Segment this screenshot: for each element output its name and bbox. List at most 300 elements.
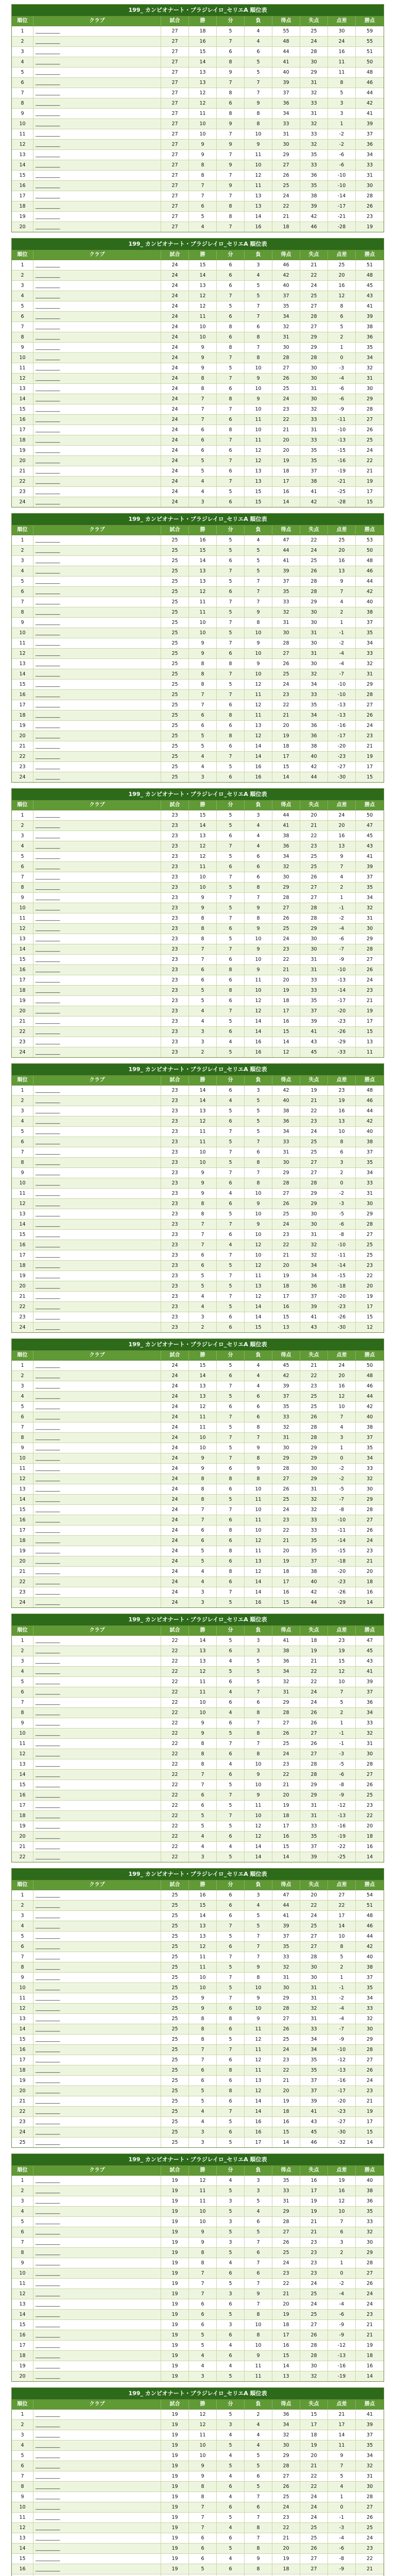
table-cell: 25 — [272, 669, 300, 679]
table-header-row — [12, 801, 384, 810]
table-cell: 37 — [272, 577, 300, 586]
table-cell: 10 — [328, 2207, 356, 2216]
table-cell: 23 — [12, 1037, 33, 1047]
table-cell: 3 — [217, 2320, 245, 2330]
table-cell: 23 — [12, 762, 33, 772]
table-cell: 9 — [189, 1718, 217, 1728]
table-cell: 15 — [12, 1230, 33, 1240]
table-cell: 5 — [12, 2451, 33, 2461]
table-cell: 8 — [189, 1474, 217, 1484]
table-cell: 26 — [272, 2024, 300, 2034]
club-name-cell: __________ — [33, 556, 161, 566]
table-cell: 4 — [217, 2176, 245, 2185]
table-cell: 34 — [300, 1271, 328, 1281]
table-row — [12, 2014, 384, 2024]
table-cell: 25 — [272, 2248, 300, 2258]
table-cell: 0 — [328, 2268, 356, 2278]
table-cell: 10 — [189, 1147, 217, 1157]
column-header: 試合 — [161, 2166, 189, 2175]
table-cell: 19 — [161, 2430, 189, 2440]
table-cell: 28 — [300, 1952, 328, 1962]
table-cell: 17 — [12, 425, 33, 435]
table-cell: 2 — [12, 546, 33, 555]
table-cell: 22 — [300, 535, 328, 545]
table-cell: 19 — [161, 2441, 189, 2450]
table-cell: 11 — [189, 1422, 217, 1432]
table-row — [12, 752, 384, 762]
column-header: 点差 — [328, 801, 356, 810]
table-cell: 6 — [217, 700, 245, 710]
table-cell: 7 — [245, 2533, 272, 2543]
table-row — [12, 821, 384, 831]
table-cell: 13 — [272, 2371, 300, 2381]
table-cell: 8 — [189, 2014, 217, 2024]
table-cell: 7 — [12, 2238, 33, 2247]
table-cell: 19 — [161, 2361, 189, 2371]
table-cell: 24 — [161, 301, 189, 311]
table-cell: 32 — [300, 88, 328, 98]
table-cell: 8 — [245, 2310, 272, 2319]
table-cell: 23 — [161, 1006, 189, 1016]
table-cell: 6 — [217, 1646, 245, 1656]
table-cell: 12 — [328, 291, 356, 301]
club-name-cell: __________ — [33, 2127, 161, 2137]
table-cell: 8 — [217, 201, 245, 211]
table-cell: 14 — [245, 1312, 272, 1322]
table-cell: 19 — [161, 2320, 189, 2330]
table-cell: 24 — [161, 1443, 189, 1453]
table-cell: 10 — [245, 669, 272, 679]
table-cell: 25 — [161, 1901, 189, 1910]
table-cell: 6 — [217, 924, 245, 934]
table-cell: 32 — [272, 2430, 300, 2440]
table-cell: 17 — [366, 764, 373, 770]
table-row — [12, 404, 384, 415]
table-cell: 30 — [366, 2240, 373, 2245]
table-cell: 5 — [245, 1116, 272, 1126]
table-cell: 23 — [161, 1168, 189, 1178]
table-cell: 19 — [161, 2502, 189, 2512]
table-cell: -15 — [328, 1546, 356, 1556]
table-cell: 24 — [161, 466, 189, 476]
table-cell: 2 — [328, 607, 356, 617]
table-cell: 6 — [217, 446, 245, 455]
table-cell: 39 — [300, 1302, 328, 1312]
table-cell: 25 — [300, 1137, 328, 1147]
standings-table — [11, 513, 384, 783]
table-cell: 23 — [12, 487, 33, 497]
table-cell: 15 — [189, 810, 217, 820]
table-cell: 7 — [217, 1587, 245, 1597]
club-name-cell: __________ — [33, 607, 161, 617]
table-cell: 4 — [217, 1656, 245, 1666]
table-row — [12, 741, 384, 752]
column-header: 点差 — [328, 16, 356, 26]
table-cell: -20 — [328, 1567, 356, 1577]
table-cell: 4 — [245, 1361, 272, 1370]
club-name-cell: __________ — [33, 1973, 161, 1982]
table-cell: 25 — [300, 1392, 328, 1401]
table-cell: 6 — [217, 996, 245, 1006]
table-cell: 34 — [366, 2453, 373, 2459]
table-cell: 7 — [245, 1687, 272, 1697]
table-header-row — [12, 16, 384, 26]
table-cell: 38 — [272, 1106, 300, 1116]
table-cell: 22 — [300, 1677, 328, 1687]
table-cell: 6 — [245, 1147, 272, 1157]
table-cell: 17 — [12, 975, 33, 985]
club-name-cell: __________ — [33, 1137, 161, 1147]
table-cell: 37 — [366, 1975, 373, 1980]
table-cell: 11 — [245, 150, 272, 160]
club-name-cell: __________ — [33, 1271, 161, 1281]
table-cell: 29 — [300, 1453, 328, 1463]
table-cell: 28 — [366, 1761, 373, 1767]
table-cell: 48 — [366, 1373, 373, 1379]
table-cell: 5 — [217, 2248, 245, 2258]
column-header: 勝点 — [365, 1352, 375, 1358]
table-cell: 3 — [12, 1106, 33, 1116]
table-cell: 7 — [12, 1147, 33, 1157]
table-cell: 9 — [245, 1199, 272, 1209]
table-cell: 8 — [217, 1526, 245, 1535]
club-name-cell: __________ — [33, 1770, 161, 1780]
club-name-cell: __________ — [33, 2471, 161, 2481]
table-cell: -3 — [328, 2523, 356, 2533]
table-cell: 23 — [300, 1381, 328, 1391]
table-cell: 2 — [328, 883, 356, 892]
table-cell: 24 — [161, 312, 189, 321]
table-cell: 25 — [161, 566, 189, 576]
table-cell: 33 — [366, 162, 373, 168]
table-cell: 6 — [217, 2533, 245, 2543]
table-cell: 20 — [300, 810, 328, 820]
table-row — [12, 1392, 384, 1402]
table-cell: 14 — [366, 1600, 373, 1605]
table-cell: 40 — [366, 2178, 373, 2183]
table-cell: 12 — [245, 456, 272, 466]
table-cell: 22 — [12, 1577, 33, 1587]
standings-table — [11, 2387, 384, 2576]
table-cell: 18 — [12, 710, 33, 720]
table-cell: 21 — [12, 741, 33, 751]
table-cell: 10 — [245, 1189, 272, 1198]
table-cell: 25 — [161, 2045, 189, 2055]
table-cell: 19 — [161, 2330, 189, 2340]
table-cell: 4 — [217, 2430, 245, 2440]
table-cell: 48 — [366, 558, 373, 564]
club-name-cell: __________ — [33, 1302, 161, 1312]
table-cell: -9 — [328, 404, 356, 414]
table-row — [12, 2502, 384, 2513]
club-name-cell: __________ — [33, 2502, 161, 2512]
table-cell: 23 — [366, 1548, 373, 1554]
table-cell: 15 — [12, 1780, 33, 1790]
club-name-cell: __________ — [33, 2238, 161, 2247]
club-name-cell: __________ — [33, 1178, 161, 1188]
table-cell: 24 — [161, 415, 189, 425]
table-cell: 30 — [300, 363, 328, 373]
table-row — [12, 2451, 384, 2461]
column-header: 負 — [245, 2166, 272, 2175]
table-cell: 6 — [189, 1261, 217, 1270]
table-cell: 21 — [366, 1558, 373, 1564]
table-row — [12, 1381, 384, 1392]
club-name-cell: __________ — [33, 659, 161, 669]
table-cell: 30 — [272, 2441, 300, 2450]
table-cell: 6 — [217, 649, 245, 658]
table-cell: 2 — [12, 1371, 33, 1381]
table-cell: 21 — [366, 743, 373, 749]
table-cell: 27 — [272, 2227, 300, 2237]
table-cell: 2 — [12, 1096, 33, 1106]
table-cell: 6 — [189, 2554, 217, 2564]
table-cell: 14 — [245, 1587, 272, 1597]
table-cell: -6 — [328, 150, 356, 160]
table-cell: 23 — [366, 1263, 373, 1268]
club-name-cell: __________ — [33, 129, 161, 139]
column-header: 負 — [245, 2400, 272, 2409]
table-cell: 13 — [245, 1556, 272, 1566]
table-cell: 13 — [12, 150, 33, 160]
table-row — [12, 1106, 384, 1116]
table-cell: 25 — [366, 1252, 373, 1258]
table-cell: 28 — [300, 1178, 328, 1188]
table-cell: 0 — [328, 353, 356, 363]
table-cell: -14 — [328, 986, 356, 995]
table-cell: 28 — [366, 2260, 373, 2266]
table-cell: 7 — [217, 1381, 245, 1391]
table-row — [12, 1911, 384, 1921]
table-cell: 16 — [366, 1589, 373, 1595]
table-cell: 20 — [328, 821, 356, 831]
table-cell: 37 — [366, 1435, 373, 1440]
table-cell: 29 — [300, 1790, 328, 1800]
table-cell: 5 — [217, 577, 245, 586]
table-cell: 7 — [217, 435, 245, 445]
table-cell: 23 — [161, 841, 189, 851]
table-cell: 10 — [245, 1811, 272, 1821]
table-cell: 16 — [272, 1016, 300, 1026]
table-cell: 4 — [189, 1292, 217, 1301]
table-row — [12, 322, 384, 332]
table-cell: 11 — [245, 2045, 272, 2055]
table-cell: 12 — [245, 680, 272, 689]
table-cell: 24 — [272, 2502, 300, 2512]
table-cell: 9 — [189, 638, 217, 648]
table-cell: 16 — [328, 2186, 356, 2196]
table-cell: 8 — [217, 322, 245, 332]
table-cell: 8 — [189, 2482, 217, 2492]
table-cell: 19 — [12, 1821, 33, 1831]
table-cell: 25 — [300, 1921, 328, 1931]
table-cell: 7 — [189, 394, 217, 404]
table-cell: 23 — [12, 1587, 33, 1597]
table-cell: 39 — [300, 1852, 328, 1862]
table-cell: 30 — [300, 1219, 328, 1229]
table-cell: 21 — [300, 821, 328, 831]
table-cell: 24 — [161, 1422, 189, 1432]
club-name-cell: __________ — [33, 1821, 161, 1831]
table-cell: -2 — [328, 1474, 356, 1484]
table-cell: 7 — [245, 587, 272, 597]
column-header: 点差 — [328, 1880, 356, 1890]
table-cell: 36 — [272, 1656, 300, 1666]
club-name-cell: __________ — [33, 1801, 161, 1810]
table-cell: 12 — [189, 2420, 217, 2430]
table-cell: 47 — [366, 823, 373, 828]
table-cell: 3 — [189, 2127, 217, 2137]
table-cell: 27 — [300, 2554, 328, 2564]
table-cell: 32 — [366, 2463, 373, 2469]
table-cell: 21 — [300, 1361, 328, 1370]
table-cell: 27 — [161, 57, 189, 67]
table-cell: 6 — [12, 1137, 33, 1147]
table-cell: 18 — [12, 1536, 33, 1546]
table-cell: 23 — [161, 872, 189, 882]
table-cell: 4 — [245, 26, 272, 36]
table-cell: 6 — [189, 710, 217, 720]
table-row — [12, 2024, 384, 2035]
table-cell: 12 — [245, 996, 272, 1006]
table-cell: 11 — [245, 2065, 272, 2075]
table-cell: 7 — [217, 1952, 245, 1962]
table-row — [12, 2330, 384, 2341]
table-row — [12, 975, 384, 986]
column-header: 試合 — [161, 1626, 189, 1635]
table-cell: 23 — [161, 1240, 189, 1250]
table-cell: 31 — [272, 2196, 300, 2206]
table-cell: 11 — [12, 129, 33, 139]
table-cell: 25 — [161, 1952, 189, 1962]
table-cell: 7 — [12, 88, 33, 98]
table-cell: 10 — [328, 1402, 356, 1412]
table-row — [12, 1189, 384, 1199]
table-cell: 18 — [366, 1834, 373, 1839]
table-cell: 4 — [217, 2492, 245, 2502]
table-cell: 6 — [217, 1027, 245, 1037]
club-name-cell: __________ — [33, 577, 161, 586]
table-cell: 5 — [217, 934, 245, 944]
table-cell: 20 — [12, 731, 33, 741]
club-name-cell: __________ — [33, 1921, 161, 1931]
table-cell: 5 — [328, 1952, 356, 1962]
table-row — [12, 394, 384, 404]
table-cell: 48 — [366, 273, 373, 278]
table-cell: 38 — [366, 1425, 373, 1430]
table-cell: 7 — [189, 191, 217, 201]
table-cell: 5 — [217, 903, 245, 913]
club-name-cell: __________ — [33, 597, 161, 607]
table-cell: 39 — [272, 1381, 300, 1391]
table-cell: -3 — [328, 363, 356, 373]
table-cell: 23 — [161, 831, 189, 841]
table-cell: 17 — [366, 1304, 373, 1310]
table-cell: 5 — [217, 1636, 245, 1646]
table-cell: 8 — [245, 1749, 272, 1759]
table-cell: 27 — [161, 181, 189, 191]
column-header: 失点 — [300, 801, 328, 810]
table-cell: 6 — [245, 1412, 272, 1422]
table-cell: 20 — [272, 446, 300, 455]
table-cell: 6 — [12, 587, 33, 597]
table-cell: 8 — [328, 78, 356, 88]
table-cell: -17 — [328, 996, 356, 1006]
table-cell: 6 — [217, 1312, 245, 1322]
table-cell: 32 — [272, 607, 300, 617]
club-name-cell: __________ — [33, 1567, 161, 1577]
club-name-cell: __________ — [33, 2492, 161, 2502]
club-name-cell: __________ — [33, 996, 161, 1006]
table-cell: 3 — [189, 497, 217, 507]
club-name-cell: __________ — [33, 281, 161, 291]
table-cell: 7 — [189, 1780, 217, 1790]
table-row — [12, 1780, 384, 1790]
table-cell: 2 — [328, 2248, 356, 2258]
table-cell: 23 — [161, 924, 189, 934]
table-cell: 24 — [12, 772, 33, 782]
table-cell: 4 — [189, 477, 217, 486]
table-row — [12, 1230, 384, 1240]
table-cell: 19 — [161, 2471, 189, 2481]
table-cell: 8 — [12, 1433, 33, 1443]
table-cell: 4 — [217, 2471, 245, 2481]
table-header-row — [12, 250, 384, 260]
table-cell: 6 — [217, 1464, 245, 1473]
table-row — [12, 1312, 384, 1323]
table-cell: 12 — [189, 301, 217, 311]
table-cell: 5 — [217, 821, 245, 831]
table-cell: 17 — [12, 1250, 33, 1260]
table-cell: 21 — [366, 2332, 373, 2338]
club-name-cell: __________ — [33, 47, 161, 57]
table-row — [12, 1667, 384, 1677]
table-cell: 5 — [217, 2513, 245, 2522]
table-cell: 6 — [245, 852, 272, 861]
table-cell: 11 — [189, 2196, 217, 2206]
table-cell: 24 — [300, 1698, 328, 1707]
table-cell: 25 — [272, 1739, 300, 1749]
table-row — [12, 374, 384, 384]
table-cell: -1 — [328, 1739, 356, 1749]
table-cell: 26 — [366, 2281, 373, 2286]
table-cell: 6 — [217, 1749, 245, 1759]
table-row — [12, 831, 384, 841]
table-cell: 6 — [217, 1199, 245, 1209]
table-cell: 4 — [189, 1842, 217, 1852]
table-cell: 2 — [328, 1708, 356, 1718]
table-cell: 24 — [272, 1505, 300, 1515]
table-cell: 5 — [12, 67, 33, 77]
table-cell: 19 — [272, 1556, 300, 1566]
table-cell: 8 — [245, 1453, 272, 1463]
table-cell: -2 — [328, 140, 356, 149]
table-cell: 26 — [300, 1708, 328, 1718]
club-name-cell: __________ — [33, 1780, 161, 1790]
table-row — [12, 1598, 384, 1607]
table-row — [12, 1199, 384, 1209]
table-cell: 24 — [161, 1495, 189, 1504]
table-cell: -10 — [328, 181, 356, 191]
table-cell: 23 — [161, 810, 189, 820]
table-cell: 27 — [272, 160, 300, 170]
table-cell: 25 — [328, 535, 356, 545]
table-row — [12, 1168, 384, 1178]
column-header: 勝点 — [365, 2167, 375, 2173]
club-name-cell: __________ — [33, 2035, 161, 2044]
club-name-cell: __________ — [33, 2299, 161, 2309]
table-cell: 35 — [272, 1942, 300, 1952]
